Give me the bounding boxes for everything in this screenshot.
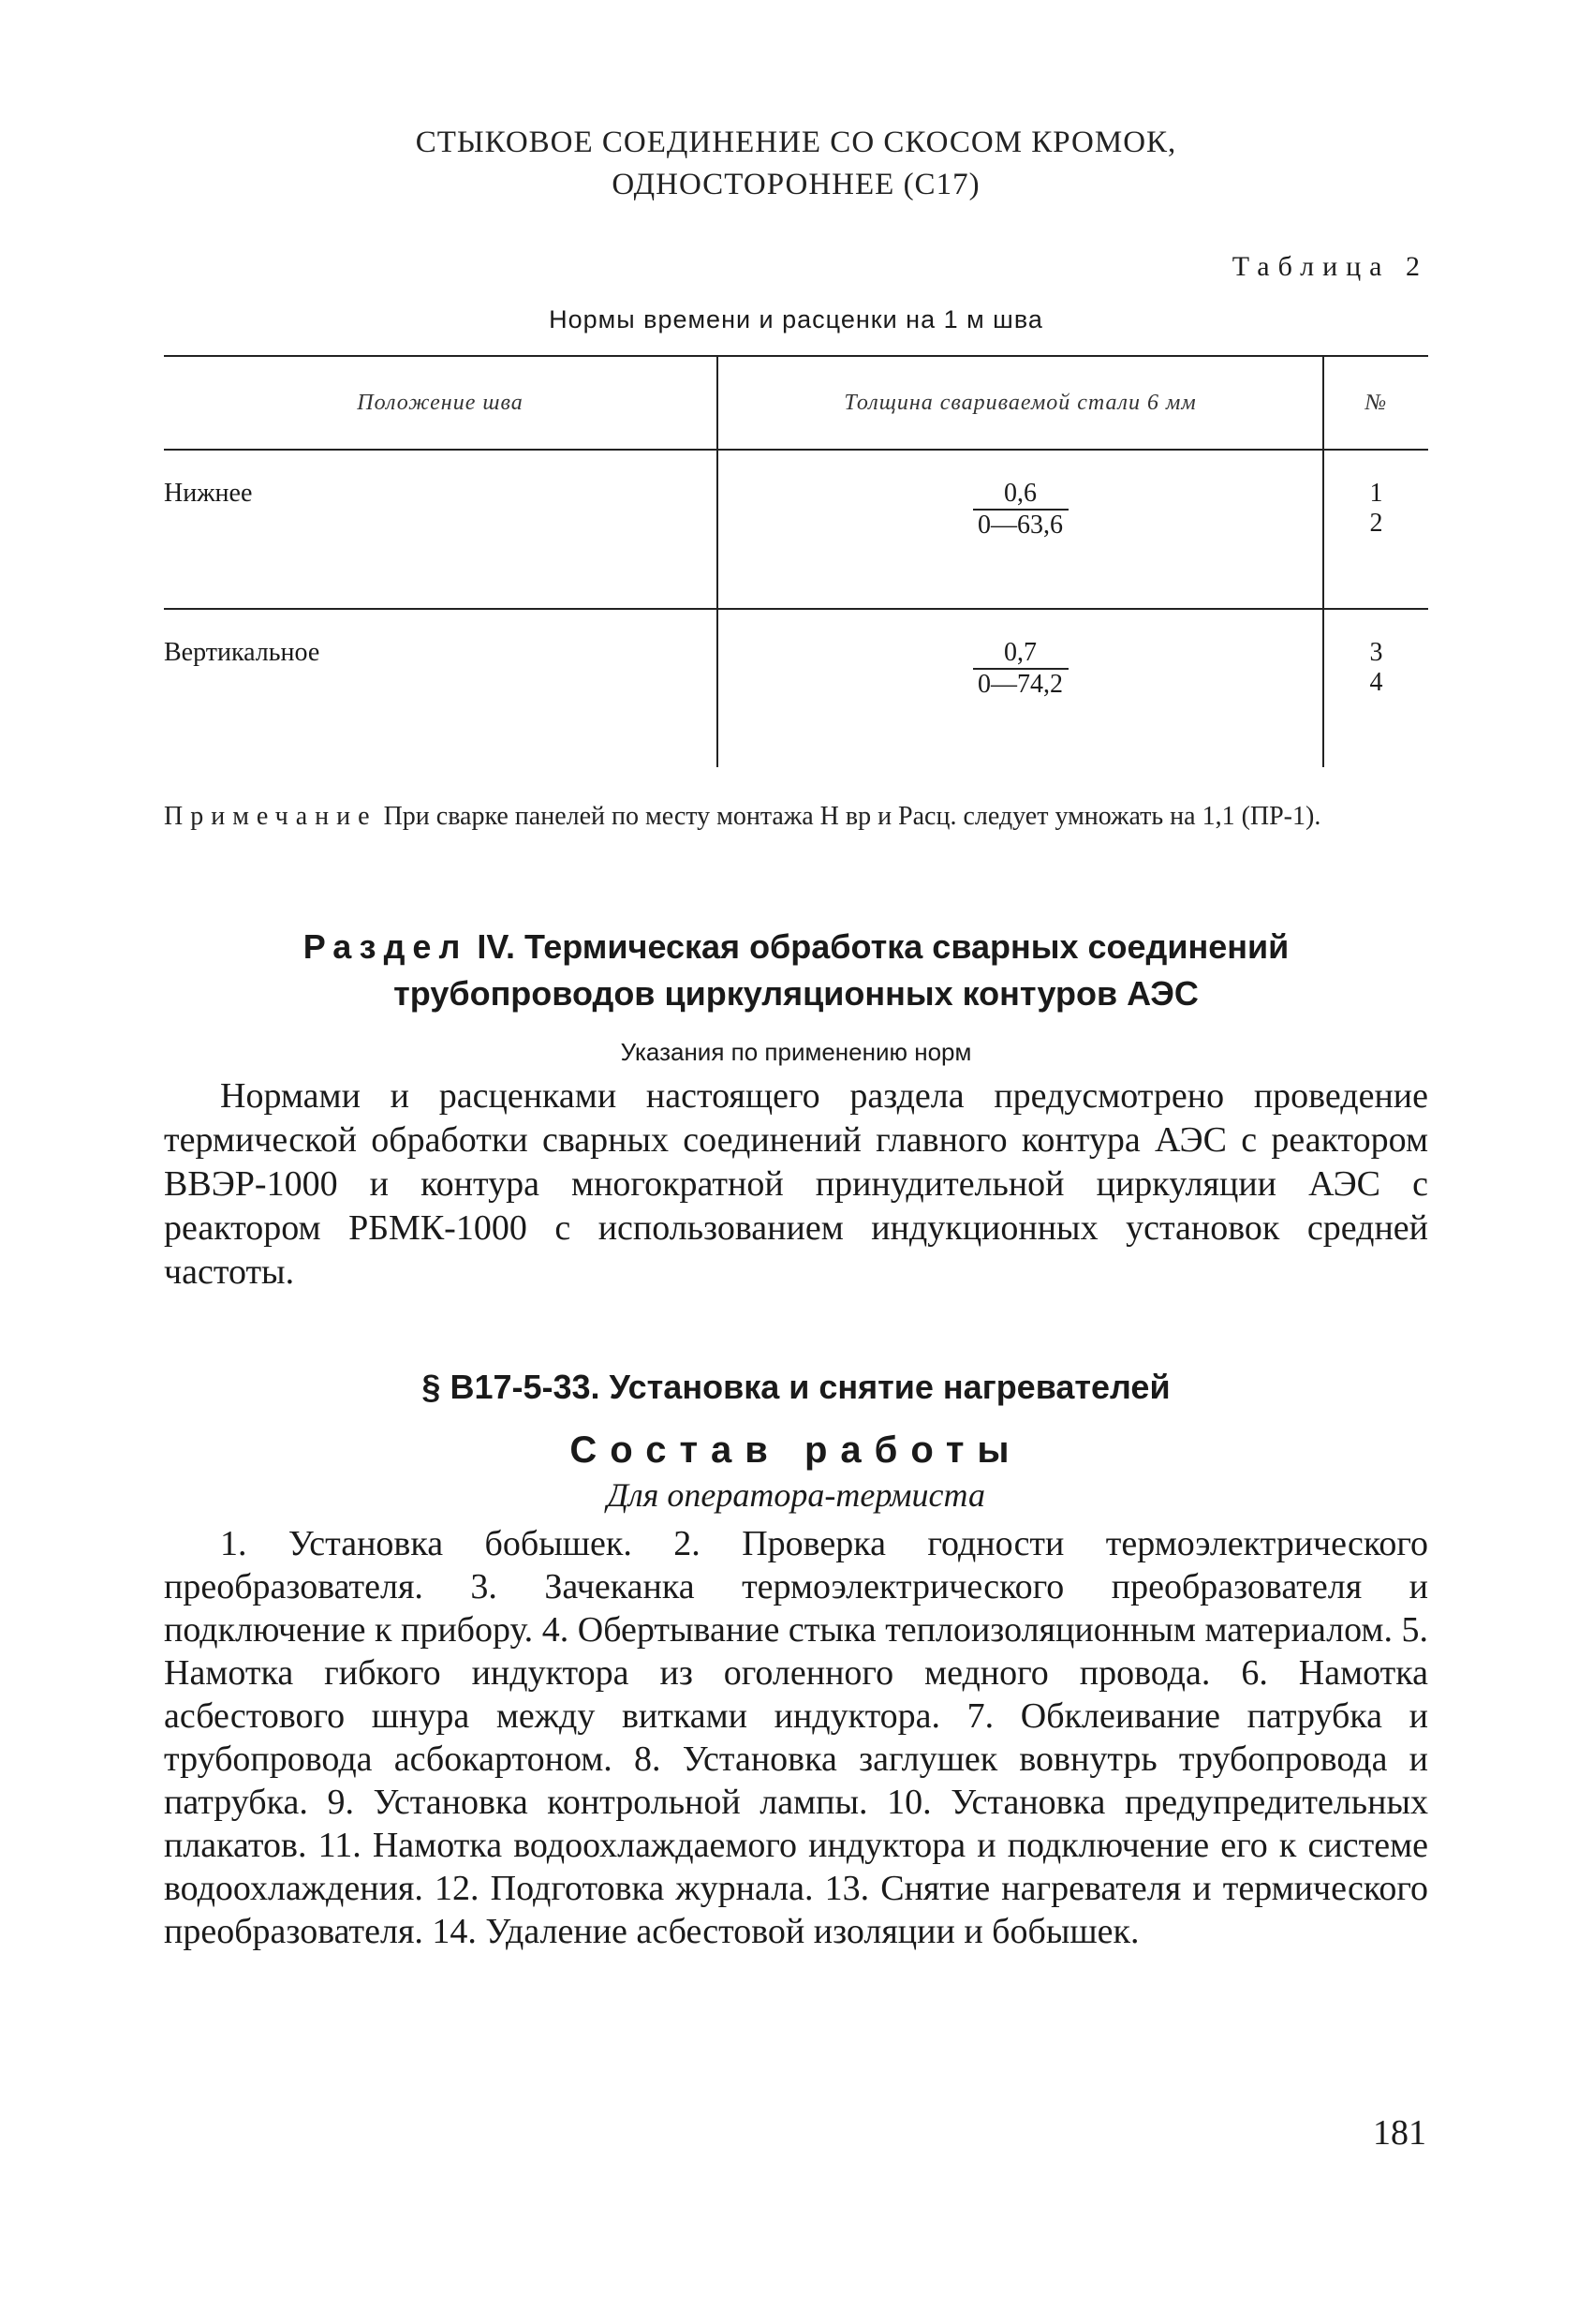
document-title — [164, 122, 1428, 206]
section-title-line-2: трубопроводов циркуляционных контуров АЭС — [393, 974, 1199, 1013]
section-subheading: Указания по применению норм — [620, 1038, 972, 1066]
section-body: Нормами и расценками настоящего раздела предусмотрено проведение термической обработки сварных соединений главного контура АЭС с реактором ВВЭР-1000 и контура многократной принудительной циркуляции АЭС с реактором РБМК-1000 с использованием индукционных установок средней частоты. — [164, 1076, 1428, 1292]
work-steps: 1. Установка бобышек. 2. Проверка годности термоэлектрического преобразователя. 3. Зачеканка термоэлектрического преобразователя и подключение к прибору. 4. Обертывание стыка теплоизоляционным материалом. 5. Намотка гибкого индуктора из оголенного медного провода. 6. Намотка асбестового шнура между витками индуктора. 7. Обклеивание патрубка и трубопровода асбокартоном. 8. Установка заглушек вовнутрь трубопровода и патрубка. 9. Установка контрольной лампы. 10. Установка предупредительных плакатов. 11. Намотка водоохлаждаемого индуктора и подключение его к системе водоохлаждения. 12. Подготовка журнала. 13. Снятие нагревателя и термического преобразователя. 14. Удаление асбестовой изоляции и бобышек. — [164, 1524, 1428, 1951]
note-label: Примечание — [164, 802, 377, 831]
cell-norm — [717, 450, 1323, 609]
cell-number — [1323, 609, 1428, 767]
title-line-2: ОДНОСТОРОННЕЕ (С17) — [612, 168, 981, 201]
section-title-rest: IV. Термическая обработка сварных соединений — [477, 927, 1290, 966]
section-label: Раздел — [302, 927, 468, 966]
table-row — [164, 609, 1428, 767]
cell-number — [1323, 450, 1428, 609]
note-text: При сварке панелей по месту монтажа Н вр и Расц. следует умножать на 1,1 (ПР-1). — [383, 802, 1321, 831]
header-thickness: Толщина свариваемой стали 6 мм — [717, 356, 1323, 450]
section-title-line-1 — [164, 924, 1428, 970]
section-title — [164, 924, 1428, 1017]
norms-table — [164, 355, 1428, 767]
paragraph-title: § В17-5-33. Установка и снятие нагревателей — [421, 1368, 1171, 1406]
table-header-row — [164, 356, 1428, 450]
row-number-top: 3 — [1369, 638, 1383, 667]
row-number-top: 1 — [1369, 479, 1383, 508]
row-number-bottom: 2 — [1369, 509, 1383, 538]
norm-time: 0,7 — [973, 638, 1069, 670]
table-heading: Нормы времени и расценки на 1 м шва — [549, 305, 1043, 333]
norm-rate: 0—63,6 — [978, 511, 1063, 540]
row-number-bottom: 4 — [1369, 668, 1383, 697]
table-row — [164, 450, 1428, 609]
header-number: № — [1364, 390, 1388, 415]
norm-fraction — [973, 638, 1069, 700]
page-number: 181 — [1373, 2113, 1426, 2153]
cell-position: Нижнее — [164, 479, 253, 508]
norm-rate: 0—74,2 — [978, 670, 1063, 699]
title-line-1: СТЫКОВОЕ СОЕДИНЕНИЕ СО СКОСОМ КРОМОК, — [415, 126, 1177, 159]
header-position: Положение шва — [357, 390, 524, 415]
work-composition-title: Состав работы — [569, 1429, 1023, 1471]
cell-position: Вертикальное — [164, 638, 320, 667]
norm-fraction — [973, 479, 1069, 540]
table-note — [164, 799, 1428, 834]
work-composition-subtitle: Для оператора-термиста — [607, 1476, 985, 1514]
norm-time: 0,6 — [973, 479, 1069, 511]
document-page — [164, 122, 1428, 1953]
table-caption: Таблица 2 — [1232, 251, 1428, 282]
cell-norm — [717, 609, 1323, 767]
